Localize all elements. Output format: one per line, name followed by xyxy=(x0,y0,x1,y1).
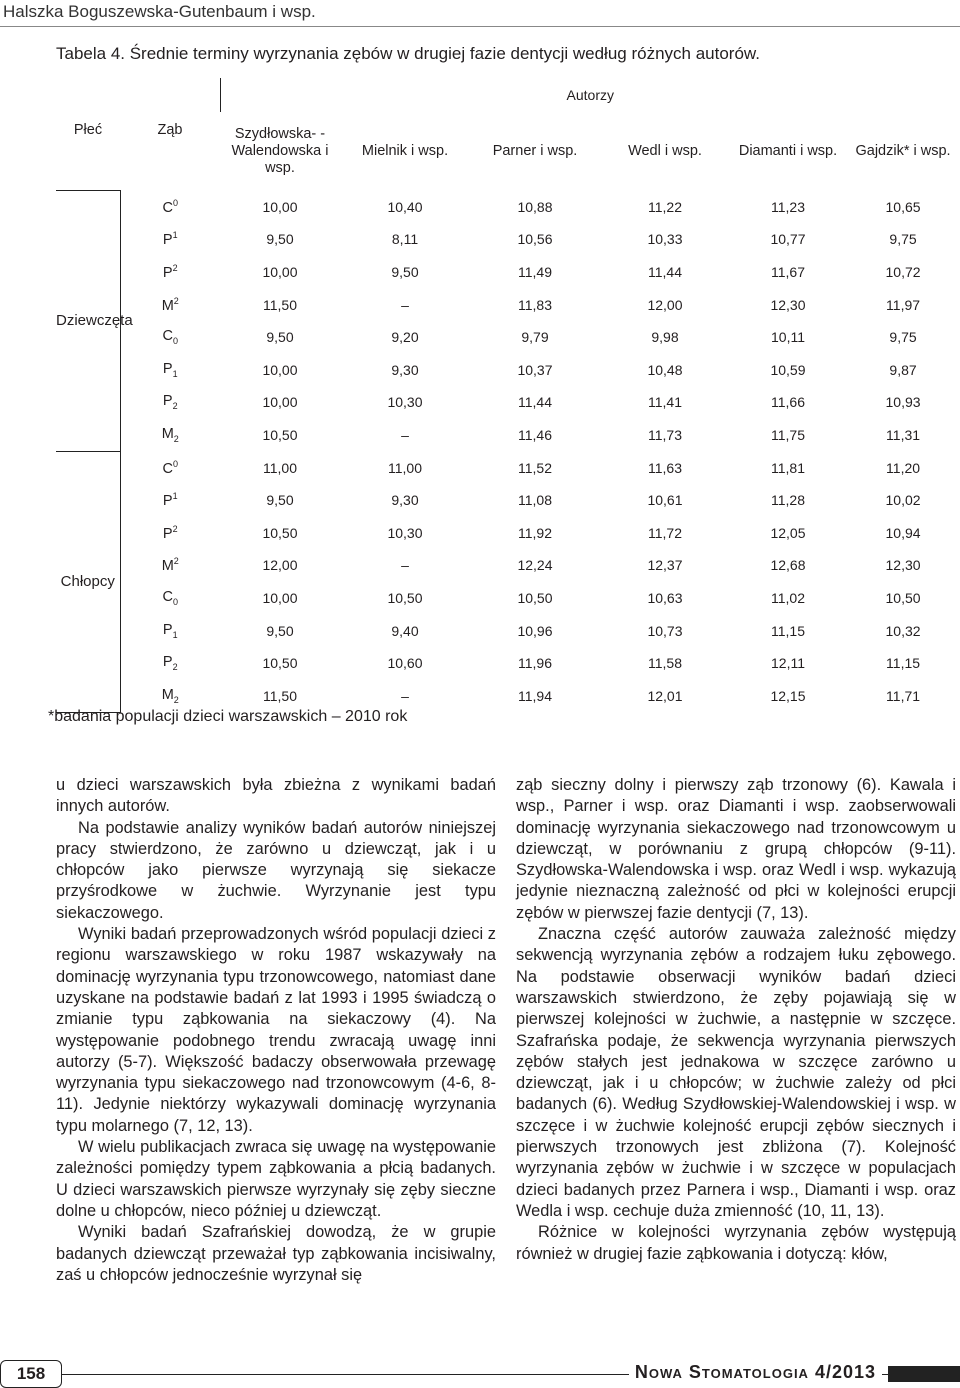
table-row xyxy=(56,451,960,484)
page-number: 158 xyxy=(0,1360,62,1388)
tooth-letter: P xyxy=(162,264,173,281)
value-cell: 11,00 xyxy=(388,459,422,476)
eruption-table-container xyxy=(56,78,960,713)
value-cell: – xyxy=(401,296,409,313)
eruption-table xyxy=(56,78,960,713)
tooth-cell xyxy=(120,451,220,484)
value-cell: 9,50 xyxy=(391,263,419,280)
value-cell: 11,73 xyxy=(648,426,682,443)
table-row xyxy=(56,288,960,321)
value-cell: 10,88 xyxy=(517,198,553,215)
table-row xyxy=(56,321,960,354)
tooth-cell xyxy=(120,223,220,256)
value-cell: 9,75 xyxy=(889,231,917,248)
value-cell: 12,37 xyxy=(647,557,683,574)
table-row xyxy=(56,484,960,517)
value-cell: 12,00 xyxy=(262,557,298,574)
value-cell: 11,92 xyxy=(518,524,552,541)
upper-jaw-marker: 2 xyxy=(172,263,178,274)
tooth-letter: P xyxy=(162,525,173,542)
sex-group-label: Chłopcy xyxy=(56,451,120,712)
value-cell: 10,00 xyxy=(262,589,298,606)
text-column-right xyxy=(516,775,956,1265)
value-cell: 11,81 xyxy=(771,459,805,476)
value-cell: 12,01 xyxy=(647,687,683,704)
value-cell: 11,15 xyxy=(886,655,921,672)
lower-jaw-marker: 2 xyxy=(172,401,178,412)
value-cell: 10,50 xyxy=(262,524,298,541)
paragraph: u dzieci warszawskich była zbieżna z wynikami badań innych autorów. xyxy=(56,776,496,816)
lower-jaw-marker: 2 xyxy=(172,662,178,673)
value-cell: 10,72 xyxy=(885,263,921,280)
value-cell: – xyxy=(401,557,409,574)
value-cell: 11,28 xyxy=(771,492,805,509)
value-cell: 9,50 xyxy=(266,329,294,346)
value-cell: 11,63 xyxy=(648,459,682,476)
tooth-letter: M xyxy=(161,686,174,703)
value-cell: 12,30 xyxy=(885,557,921,574)
value-cell: 11,02 xyxy=(771,589,805,606)
upper-jaw-marker: 0 xyxy=(172,458,178,469)
upper-jaw-marker: 2 xyxy=(172,523,178,534)
value-cell: 10,02 xyxy=(885,492,921,509)
value-cell: 11,44 xyxy=(518,394,552,411)
tooth-cell xyxy=(120,256,220,289)
header-sex: Płeć xyxy=(73,122,103,138)
tooth-cell xyxy=(120,484,220,517)
value-cell: 10,30 xyxy=(387,524,423,541)
tooth-cell xyxy=(120,582,220,615)
table-row xyxy=(56,614,960,647)
table-row xyxy=(56,516,960,549)
value-cell: 10,32 xyxy=(885,622,921,639)
table-row xyxy=(56,256,960,289)
table-row xyxy=(56,386,960,419)
value-cell: 12,24 xyxy=(517,557,553,574)
value-cell: 12,05 xyxy=(770,524,806,541)
tooth-cell xyxy=(120,353,220,386)
table-footnote: *badania populacji dzieci warszawskich – 2010 rok xyxy=(48,708,408,725)
table-row xyxy=(56,353,960,386)
paragraph: Wyniki badań przeprowadzonych wśród populacji dzieci z regionu warszawskiego w roku 1987 wskazywały na dominację wyrzynania typu trzonowcowego, natomiast dane uzyskane na podstawie badań z lat 1993 i 1995 świadczą o zmianie typu ząbkowania na siekaczowy (4). Na występowanie podobnego trendu zwracają uwagę inni autorzy (5-7). Większość badaczy obserwowała przewagę wyrzynania typu siekaczowego nad trzonowcowym (4-6, 8-11). Jedynie niektórzy wykazywali dominację wyrzynania typu molarnego (7, 12, 13). xyxy=(56,925,496,1135)
value-cell: 11,75 xyxy=(771,426,805,443)
value-cell: 10,30 xyxy=(387,394,423,411)
table-row xyxy=(56,191,960,224)
value-cell: 12,30 xyxy=(770,296,806,313)
tooth-letter: P xyxy=(162,621,173,638)
value-cell: 11,50 xyxy=(263,296,297,313)
value-cell: 9,87 xyxy=(889,361,917,378)
value-cell: 8,11 xyxy=(391,231,419,248)
tooth-cell xyxy=(120,647,220,680)
value-cell: 9,40 xyxy=(391,622,419,639)
tooth-letter: C xyxy=(162,588,173,605)
header-author-3: Parner i wsp. xyxy=(492,142,578,159)
value-cell: 9,20 xyxy=(391,329,419,346)
tooth-letter: P xyxy=(162,232,173,249)
paragraph: Na podstawie analizy wyników badań autorów niniejszej pracy stwierdzono, że zarówno u dziewcząt, jak i u chłopców jako pierwsze wyrzynają się siekacze przyśrodkowe w żuchwie. Wyrzynanie jest typu siekaczowego. xyxy=(56,818,496,922)
value-cell: 11,94 xyxy=(518,687,552,704)
value-cell: 11,83 xyxy=(518,296,552,313)
value-cell: 10,50 xyxy=(517,589,553,606)
value-cell: 11,15 xyxy=(771,622,805,639)
upper-jaw-marker: 1 xyxy=(172,491,178,502)
value-cell: 9,98 xyxy=(651,329,679,346)
value-cell: 10,00 xyxy=(262,198,298,215)
journal-title: Nowa Stomatologia 4/2013 xyxy=(629,1362,882,1383)
paragraph: Znaczna część autorów zauważa zależność między sekwencją wyrzynania zębów a rodzajem łuku zębowego. Na podstawie obserwacji wyników badań dzieci warszawskich stwierdzono, że zęby pojawiają się w pierwszej kolejności w żuchwie, a następnie w szczęce. Szafrańska podaje, że sekwencja wyrzynania pierwszych zębów stałych jest jednakowa w szczęce zarówno u dziewcząt, jak i u chłopców; w żuchwie zależy od płci badanych (6). Według Szydłowskiej-Walendowskiej i wsp. w szczęce i w żuchwie kolejność erupcji zębów siecznych i pierwszych trzonowych jest zbliżona (7). Kolejność wyrzynania zębów w żuchwie i w szczęce w populacjach dzieci badanych przez Parnera i wsp., Diamanti i wsp. oraz Wedla i wsp. cechuje duża zmienność (10, 11, 13). xyxy=(516,925,956,1220)
header-author-5: Diamanti i wsp. xyxy=(738,142,838,159)
tooth-cell xyxy=(120,321,220,354)
upper-jaw-marker: 2 xyxy=(173,556,179,567)
header-author-6: Gajdzik* i wsp. xyxy=(855,142,951,159)
header-autorzy: Autorzy xyxy=(220,78,960,112)
table-caption: Tabela 4. Średnie terminy wyrzynania zębów w drugiej fazie dentycji według różnych autorów. xyxy=(56,44,760,63)
upper-jaw-marker: 1 xyxy=(172,230,178,241)
paragraph: Wyniki badań Szafrańskiej dowodzą, że w grupie badanych dziewcząt przeważał typ ząbkowania incisiwalny, zaś u chłopców jednocześnie wyrzynał się xyxy=(56,1223,496,1284)
value-cell: 10,00 xyxy=(262,394,298,411)
footer-bar xyxy=(888,1366,960,1382)
value-cell: 11,20 xyxy=(886,459,921,476)
lower-jaw-marker: 2 xyxy=(173,433,179,444)
value-cell: 9,75 xyxy=(889,329,917,346)
value-cell: 11,97 xyxy=(886,296,921,313)
value-cell: 10,56 xyxy=(517,231,553,248)
value-cell: 11,08 xyxy=(518,492,552,509)
value-cell: 11,31 xyxy=(886,426,921,443)
lower-jaw-marker: 2 xyxy=(173,694,179,705)
upper-jaw-marker: 2 xyxy=(173,295,179,306)
value-cell: 10,59 xyxy=(770,361,806,378)
value-cell: 11,96 xyxy=(518,655,552,672)
value-cell: – xyxy=(401,687,409,704)
tooth-cell xyxy=(120,288,220,321)
value-cell: 9,30 xyxy=(391,361,419,378)
paragraph: ząb sieczny dolny i pierwszy ząb trzonowy (6). Kawala i wsp., Parner i wsp. oraz Diamanti i wsp. zaobserwowali dominację wyrzynania siekaczowego nad trzonowcowym u dziewcząt, w porównaniu z grupą chłopców (9-11). Szydłowska-Walendowska i wsp. oraz Wedl i wsp. wykazują jedynie nieznaczną zależność od płci w kolejności erupcji zębów w pierwszej fazie dentycji (7, 13). xyxy=(516,776,956,922)
value-cell: 11,52 xyxy=(518,459,552,476)
tooth-letter: P xyxy=(162,493,173,510)
value-cell: 10,48 xyxy=(647,361,683,378)
table-body xyxy=(56,191,960,713)
value-cell: 12,15 xyxy=(770,687,806,704)
value-cell: 11,71 xyxy=(886,687,921,704)
value-cell: 10,60 xyxy=(387,655,423,672)
header-tooth: Ząb xyxy=(157,122,183,138)
tooth-cell xyxy=(120,419,220,452)
tooth-letter: P xyxy=(162,360,173,377)
value-cell: 9,30 xyxy=(391,492,419,509)
lower-jaw-marker: 0 xyxy=(172,336,178,347)
value-cell: 11,72 xyxy=(648,524,682,541)
running-header: Halszka Boguszewska-Gutenbaum i wsp. xyxy=(3,2,316,21)
value-cell: 10,61 xyxy=(647,492,683,509)
value-cell: 11,41 xyxy=(648,394,682,411)
value-cell: 10,50 xyxy=(262,655,298,672)
table-row xyxy=(56,419,960,452)
tooth-cell xyxy=(120,549,220,582)
tooth-letter: M xyxy=(161,426,174,442)
value-cell: 10,00 xyxy=(262,263,298,280)
value-cell: 12,68 xyxy=(770,557,806,574)
paragraph: W wielu publikacjach zwraca się uwagę na występowanie zależności pomiędzy typem ząbkowania a płcią badanych. U dzieci warszawskich pierwsze wyrzynały się zęby sieczne dolne u chłopców, nieco później u dziewcząt. xyxy=(56,1138,496,1220)
value-cell: – xyxy=(401,426,409,443)
value-cell: 11,66 xyxy=(771,394,805,411)
value-cell: 12,00 xyxy=(647,296,683,313)
header-blank xyxy=(56,78,220,112)
tooth-letter: P xyxy=(162,654,173,671)
tooth-cell xyxy=(120,191,220,224)
value-cell: 10,37 xyxy=(517,361,553,378)
table-row xyxy=(56,647,960,680)
value-cell: 10,50 xyxy=(885,589,921,606)
value-cell: 10,40 xyxy=(387,198,423,215)
lower-jaw-marker: 0 xyxy=(172,596,178,607)
value-cell: 10,63 xyxy=(647,589,683,606)
upper-jaw-marker: 0 xyxy=(172,197,178,208)
value-cell: 9,50 xyxy=(266,492,294,509)
tooth-letter: M xyxy=(161,558,174,575)
value-cell: 10,33 xyxy=(647,231,683,248)
value-cell: 10,00 xyxy=(262,361,298,378)
value-cell: 10,77 xyxy=(770,231,806,248)
value-cell: 10,93 xyxy=(885,394,921,411)
text-column-left xyxy=(56,775,496,1286)
tooth-letter: M xyxy=(161,297,174,314)
value-cell: 10,65 xyxy=(885,198,921,215)
value-cell: 10,50 xyxy=(262,426,298,443)
value-cell: 9,79 xyxy=(521,329,549,346)
value-cell: 11,46 xyxy=(518,426,552,443)
value-cell: 10,94 xyxy=(885,524,921,541)
value-cell: 11,23 xyxy=(771,198,805,215)
value-cell: 11,50 xyxy=(263,687,297,704)
value-cell: 11,58 xyxy=(648,655,682,672)
value-cell: 11,00 xyxy=(263,459,297,476)
header-author-1: Szydłowska- -Walendowska i wsp. xyxy=(231,125,329,176)
value-cell: 11,22 xyxy=(648,198,682,215)
table-row xyxy=(56,549,960,582)
tooth-letter: C xyxy=(162,199,173,216)
value-cell: 10,96 xyxy=(517,622,553,639)
paragraph: Różnice w kolejności wyrzynania zębów występują również w drugiej fazie ząbkowania i dotyczą: kłów, xyxy=(516,1223,956,1263)
tooth-letter: P xyxy=(162,393,173,410)
value-cell: 10,73 xyxy=(647,622,683,639)
tooth-letter: C xyxy=(162,460,173,477)
table-row xyxy=(56,223,960,256)
value-cell: 11,44 xyxy=(648,263,682,280)
header-author-4: Wedl i wsp. xyxy=(628,142,702,159)
tooth-cell xyxy=(120,614,220,647)
value-cell: 10,50 xyxy=(387,589,423,606)
tooth-cell xyxy=(120,386,220,419)
value-cell: 10,11 xyxy=(771,329,805,346)
value-cell: 12,11 xyxy=(771,655,805,672)
lower-jaw-marker: 1 xyxy=(172,629,178,640)
table-row xyxy=(56,582,960,615)
sex-group-label: Dziewczęta xyxy=(56,191,120,452)
header-author-2: Mielnik i wsp. xyxy=(361,142,449,159)
header-rule xyxy=(0,26,960,27)
value-cell: 9,50 xyxy=(266,622,294,639)
value-cell: 11,67 xyxy=(771,263,805,280)
tooth-cell xyxy=(120,516,220,549)
lower-jaw-marker: 1 xyxy=(172,368,178,379)
value-cell: 11,49 xyxy=(518,263,552,280)
tooth-letter: C xyxy=(162,328,173,345)
value-cell: 9,50 xyxy=(266,231,294,248)
